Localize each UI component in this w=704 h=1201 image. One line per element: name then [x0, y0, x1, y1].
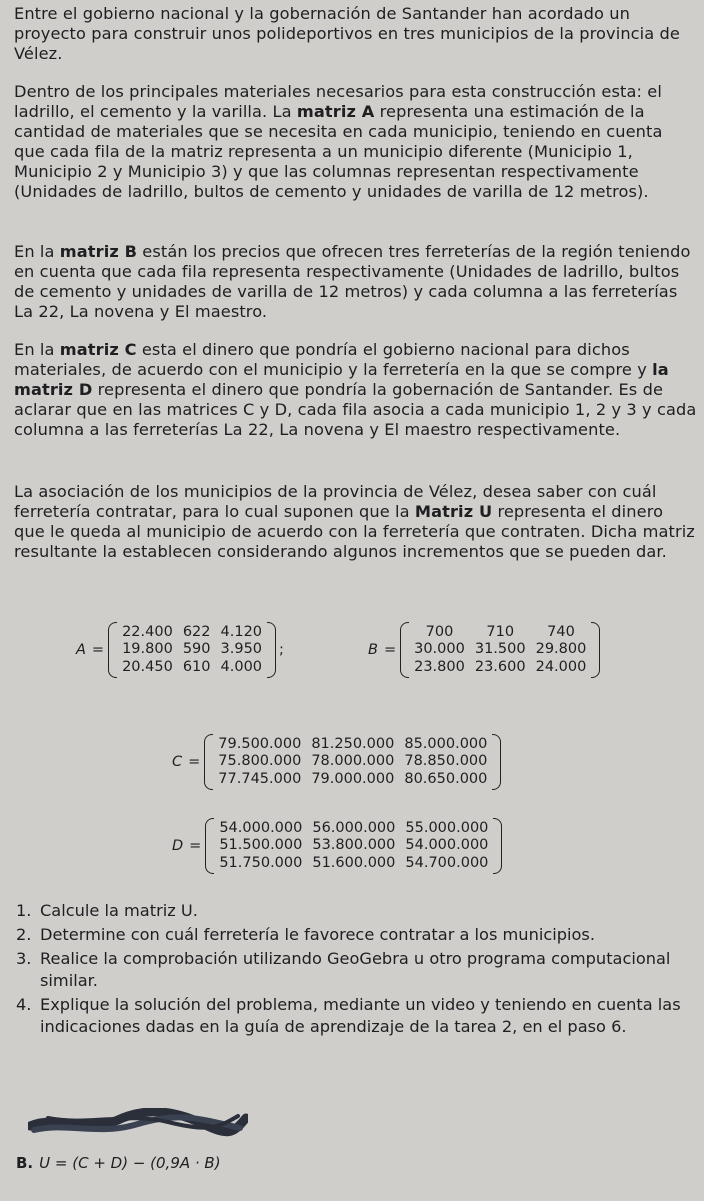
questions-list [16, 900, 696, 1040]
list-item: 2. Determine con cuál ferretería le favorece contratar a los municipios. [16, 925, 595, 944]
matrix-cd-description: En la matriz C esta el dinero que pondría el gobierno nacional para dichos materiales, de acuerdo con el municipio y la ferretería en la que se compre y la matriz D representa el dinero que pondría la gobernación de Santander. Es de aclarar que en las matrices C y D, cada fila asocia a cada municipio 1, 2 y 3 y cada columna a las ferreterías La 22, La novena y El maestro respectivamente. [14, 340, 697, 439]
answer-formula: B. U = (C + D) − (0,9A · B) [16, 1154, 221, 1172]
matrix-u-term: Matriz U [414, 502, 493, 521]
matrix-b-description: En la matriz B están los precios que ofrecen tres ferreterías de la región teniendo en cuenta que cada fila representa respectivamente (Unidades de ladrillo, bultos de cemento y unidades de varilla de 12 metros) y cada columna a las ferreterías La 22, La novena y El maestro. [14, 242, 691, 321]
list-item: 3. Realice la comprobación utilizando GeoGebra u otro programa computacional similar. [16, 949, 671, 990]
matrix-c-table: 79.500.000 81.250.000 85.000.000 75.800.000 78.000.000 78.850.000 77.745.000 79.000.000 80.650.000 [218, 735, 488, 787]
scribble-redaction [28, 1108, 248, 1138]
matrix-b: B = 700 710 740 30.000 31.500 29.800 23.800 23.600 24.000 [368, 622, 600, 678]
intro-paragraph [14, 4, 698, 64]
right-paren-icon [267, 622, 276, 678]
matrix-a-description: Dentro de los principales materiales necesarios para esta construcción esta: el ladrillo, el cemento y la varilla. La matriz A representa una estimación de la cantidad de materiales que se necesita en cada municipio, teniendo en cuenta que cada fila de la matriz representa a un municipio diferente (Municipio 1, Municipio 2 y Municipio 3) y que las columnas representan respectivamente (Unidades de ladrillo, bultos de cemento y unidades de varilla de 12 metros). [14, 82, 663, 201]
left-paren-icon [400, 622, 409, 678]
matrix-b-table: 700 710 740 30.000 31.500 29.800 23.800 23.600 24.000 [414, 623, 587, 675]
right-paren-icon [493, 818, 502, 874]
matrix-a-term: matriz A [296, 102, 375, 121]
list-item: 4. Explique la solución del problema, mediante un video y teniendo en cuenta las indicaciones dadas en la guía de aprendizaje de la tarea 2, en el paso 6. [16, 995, 681, 1036]
matrix-b-term: matriz B [59, 242, 138, 261]
matrix-c: C = 79.500.000 81.250.000 85.000.000 75.800.000 78.000.000 78.850.000 77.745.000 79.000.000 80.650.000 [172, 734, 501, 790]
matrix-c-term: matriz C [59, 340, 137, 359]
intro-text: Entre el gobierno nacional y la gobernación de Santander han acordado un proyecto para construir unos polideportivos en tres municipios de la provincia de Vélez. [14, 4, 680, 63]
matrix-d-table: 54.000.000 56.000.000 55.000.000 51.500.000 53.800.000 54.000.000 51.750.000 51.600.000 54.700.000 [219, 819, 489, 871]
right-paren-icon [591, 622, 600, 678]
matrix-a-table: 22.400 622 4.120 19.800 590 3.950 20.450 610 4.000 [122, 623, 263, 675]
left-paren-icon [108, 622, 117, 678]
right-paren-icon [492, 734, 501, 790]
left-paren-icon [204, 734, 213, 790]
matrix-u-description: La asociación de los municipios de la provincia de Vélez, desea saber con cuál ferretería contratar, para lo cual suponen que la Matriz U representa el dinero que le queda al municipio de acuerdo con la ferretería que contraten. Dicha matriz resultante la establecen considerando algunos incrementos que se pueden dar. [14, 482, 695, 561]
matrix-d: D = 54.000.000 56.000.000 55.000.000 51.500.000 53.800.000 54.000.000 51.750.000 51.600.000 54.700.000 [172, 818, 502, 874]
left-paren-icon [205, 818, 214, 874]
list-item: 1. Calcule la matriz U. [16, 901, 198, 920]
matrix-a: A = 22.400 622 4.120 19.800 590 3.950 20.450 610 4.000 ; [76, 622, 288, 678]
matrix-d-term: la matriz D [14, 360, 669, 399]
